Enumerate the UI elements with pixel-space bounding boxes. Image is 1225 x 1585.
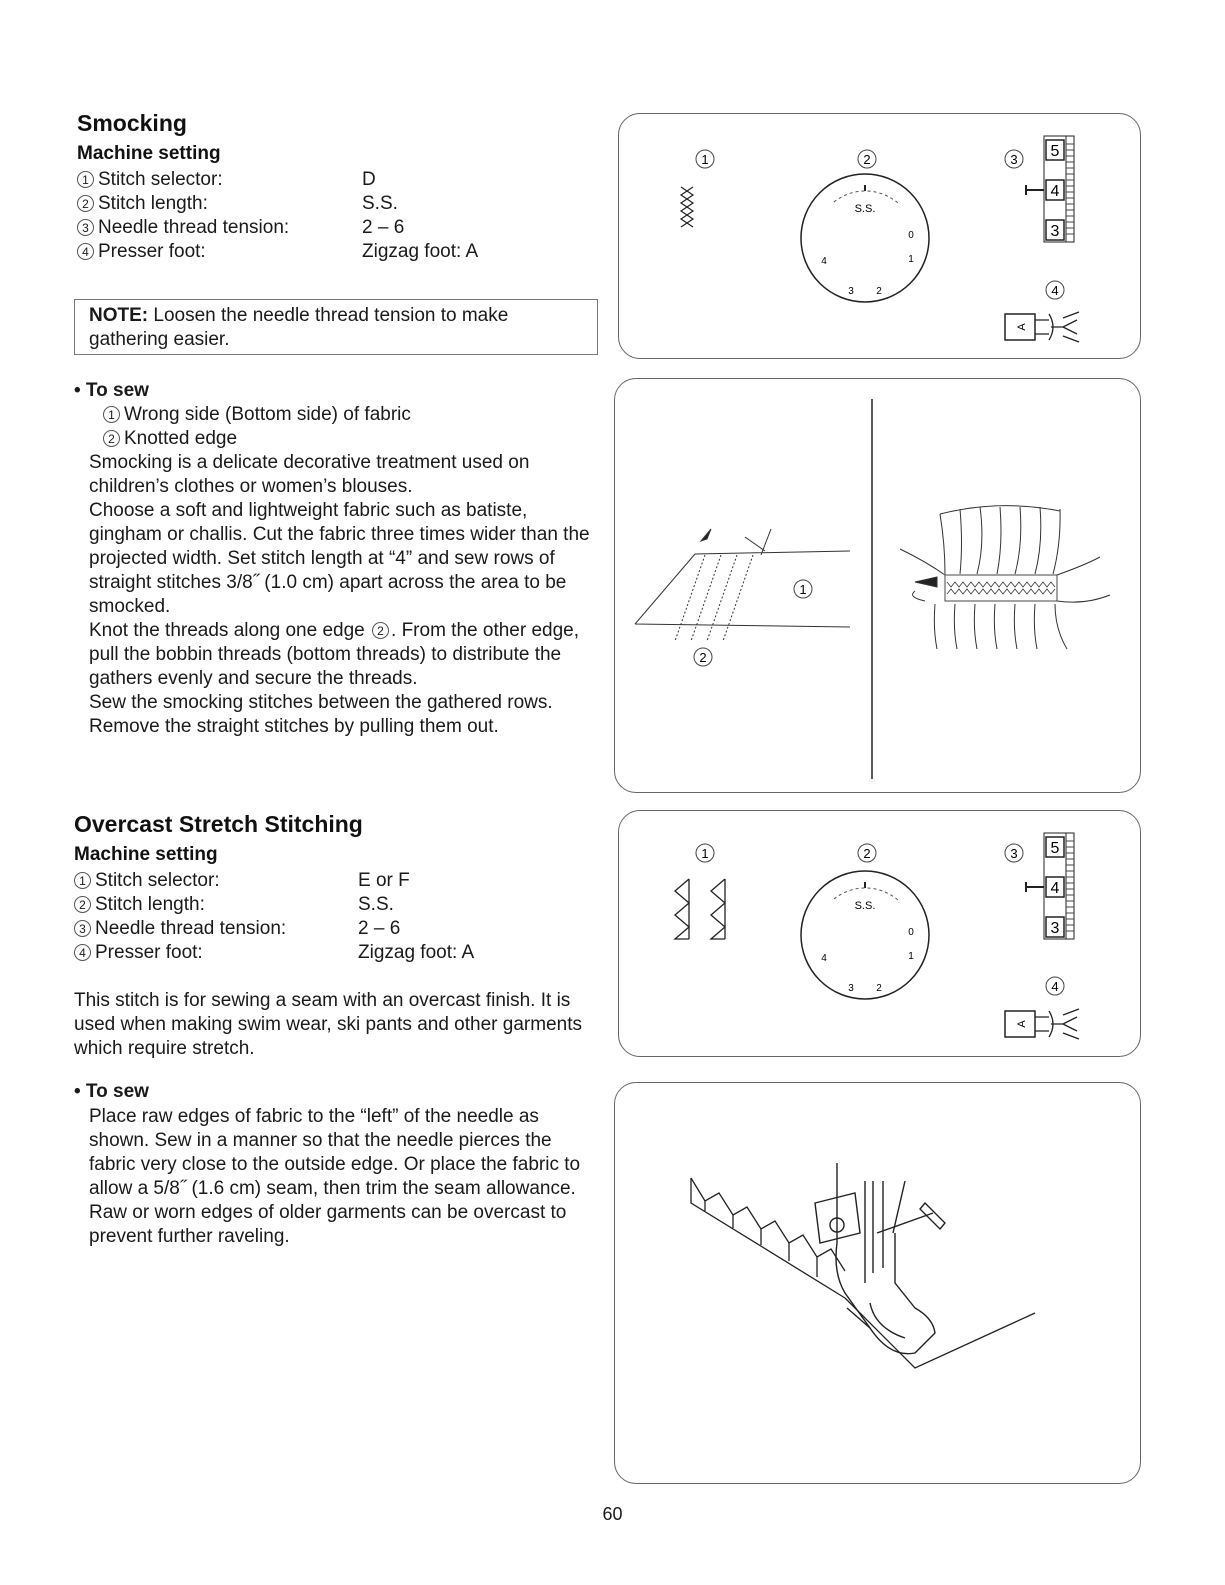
setting-value: 2 – 6 [358,918,401,939]
callout-number: 1 [74,872,91,889]
note-box [74,299,598,355]
dial-tick: 1 [908,254,914,265]
svg-text:3: 3 [1010,152,1018,167]
smocking-setting-row [77,240,206,264]
paragraph: Sew the smocking stitches between the gathered rows. [89,692,553,713]
paragraph-text: Knot the threads along one edge [89,620,365,641]
dial-tick: 3 [848,983,854,994]
svg-text:4: 4 [1050,183,1060,200]
tension-dial-icon [1026,833,1074,939]
callout-number: 3 [77,219,94,236]
presser-foot-icon [1005,312,1079,342]
page-number: 60 [602,1504,623,1524]
smocking-illustration [615,379,1142,794]
setting-value: E or F [358,870,410,891]
overcast-setting-row [74,917,286,941]
svg-text:1: 1 [701,152,709,167]
svg-text:A: A [1016,323,1028,331]
callout-2 [858,844,876,862]
dial-tick: 4 [821,953,827,964]
setting-value: Zigzag foot: A [362,241,479,262]
smocking-setting-row [77,216,289,240]
svg-text:2: 2 [863,152,871,167]
callout-1 [696,150,714,168]
callout-number: 3 [74,920,91,937]
tension-dial-icon [1026,136,1074,242]
paragraph: Smocking is a delicate decorative treatment used on children’s clothes or women’s blouses. [89,452,530,497]
callout-number: 2 [103,430,120,447]
callout-number: 4 [74,944,91,961]
overcast-stitch-icon [675,879,725,939]
overcast-setting-row [74,941,203,965]
smocking-stitch-icon [681,187,693,227]
smocking-setting-row [77,192,208,216]
dial-tick: 0 [908,927,914,938]
setting-value: 2 – 6 [362,217,405,238]
setting-value: S.S. [358,894,394,915]
svg-text:3: 3 [1050,223,1060,240]
overcast-title: Overcast Stretch Stitching [74,811,363,837]
dial-tick: 1 [908,951,914,962]
overcast-machine-setting-heading: Machine setting [74,844,218,865]
setting-label: Presser foot: [98,241,206,262]
setting-label: Stitch length: [95,894,205,915]
setting-label: Needle thread tension: [98,217,290,238]
callout-number: 1 [103,406,120,423]
smock-callout-1 [794,580,812,598]
stitch-length-dial-icon [801,871,929,999]
svg-text:2: 2 [699,650,707,665]
paragraph: Remove the straight stitches by pulling them out. [89,716,499,737]
callout-4 [1046,281,1064,299]
svg-text:1: 1 [701,846,709,861]
presser-foot-drawing [815,1163,945,1354]
setting-label: Stitch selector: [95,870,220,891]
setting-value: Zigzag foot: A [358,942,475,963]
to-sew-item-text: Wrong side (Bottom side) of fabric [124,404,411,425]
note-label: NOTE: [89,305,149,326]
svg-text:3: 3 [1010,846,1018,861]
dial-tick: 3 [848,286,854,297]
overcast-settings-figure [618,810,1141,1057]
overcast-intro: This stitch is for sewing a seam with an overcast finish. It is used when making swim wear, ski pants and other garments which require stretch. [74,990,582,1059]
setting-label: Needle thread tension: [95,918,287,939]
svg-text:5: 5 [1050,143,1060,160]
overcast-illustration-figure [614,1082,1141,1484]
callout-1 [696,844,714,862]
smocking-instructions [89,451,594,739]
callout-3 [1005,844,1023,862]
smocking-setting-row [77,168,223,192]
setting-value: S.S. [362,193,398,214]
svg-text:4: 4 [1051,979,1059,994]
presser-foot-icon [1005,1009,1079,1039]
paragraph: Choose a soft and lightweight fabric such as batiste, gingham or challis. Cut the fabric three times wider than the projected width. Set stitch length at “4” and sew rows of straight stitches 3/8˝ (1.0 cm) apart across the area to be smocked. [89,500,590,617]
svg-text:3: 3 [1050,920,1060,937]
svg-text:5: 5 [1050,840,1060,857]
fabric-stitch-rows [635,529,850,641]
to-sew-heading: • To sew [74,380,149,401]
smocking-title: Smocking [77,110,187,136]
dial-tick: 2 [876,983,882,994]
callout-3 [1005,150,1023,168]
callout-number: 2 [74,896,91,913]
to-sew-item [103,403,411,427]
dial-label: S.S. [854,203,876,215]
note-text: Loosen the needle thread tension to make gathering easier. [89,305,509,350]
callout-number: 2 [77,195,94,212]
dial-tick: 4 [821,256,827,267]
setting-value: D [362,169,376,190]
settings-diagram [619,811,1142,1058]
overcast-instructions: Place raw edges of fabric to the “left” of the needle as shown. Sew in a manner so that the needle pierces the fabric very close to the outside edge. Or place the fabric to allow a 5/8˝ (1.6 cm) seam, then trim the seam allowance. Raw or worn edges of older garments can be overcast to prevent further raveling. [89,1106,581,1247]
setting-label: Presser foot: [95,942,203,963]
dial-tick: 0 [908,230,914,241]
settings-diagram [619,114,1142,360]
callout-2 [858,150,876,168]
callout-number: 2 [372,622,389,639]
paragraph [89,619,594,691]
svg-text:1: 1 [799,582,807,597]
overcast-setting-row [74,893,205,917]
smocking-illustration-figure [614,378,1141,793]
smock-callout-2 [694,648,712,666]
overcast-setting-row [74,869,220,893]
setting-label: Stitch selector: [98,169,223,190]
smocking-machine-setting-heading: Machine setting [77,143,221,164]
setting-label: Stitch length: [98,193,208,214]
dial-label: S.S. [854,900,876,912]
svg-text:A: A [1016,1020,1028,1028]
gathered-fabric [900,506,1110,649]
overcast-illustration [615,1083,1142,1485]
to-sew-item-text: Knotted edge [124,428,238,449]
paragraph-text: . From the other edge, pull the bobbin threads (bottom threads) to distribute the gathers evenly and secure the threads. [89,620,580,689]
callout-number: 1 [77,171,94,188]
svg-text:2: 2 [863,846,871,861]
to-sew-item [103,427,237,451]
callout-number: 4 [77,243,94,260]
stitch-length-dial-icon [801,174,929,302]
fabric-edge [691,1178,1035,1368]
dial-tick: 2 [876,286,882,297]
svg-text:4: 4 [1051,283,1059,298]
svg-text:4: 4 [1050,880,1060,897]
callout-4 [1046,977,1064,995]
smocking-settings-figure [618,113,1141,359]
to-sew-heading: • To sew [74,1081,149,1102]
